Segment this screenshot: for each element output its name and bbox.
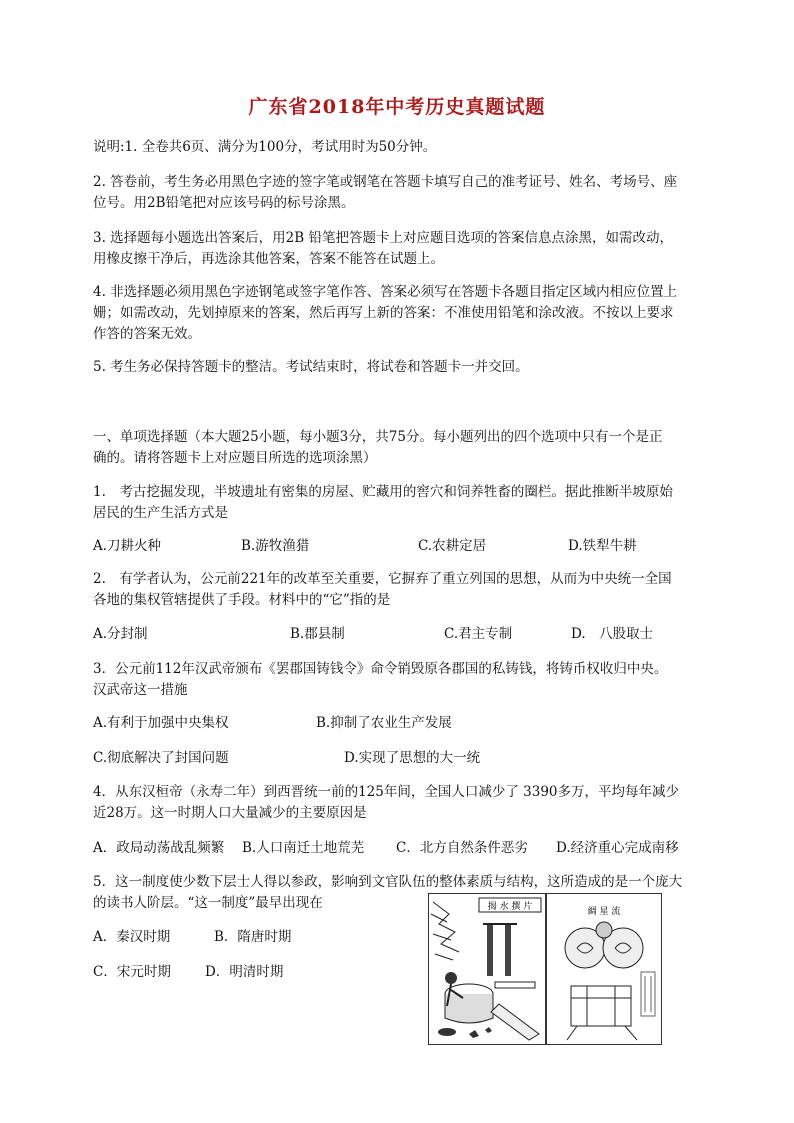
q3-option-d: D.实现了思想的大一统 xyxy=(344,750,481,766)
instruction-2-line-2: 位号。用2B铅笔把对应该号码的标号涂黑。 xyxy=(93,195,355,211)
q2-option-b: B.郡县制 xyxy=(290,626,345,642)
instruction-4-line-2: 姗；如需改动，先划掉原来的答案，然后再写上新的答案：不准使用铅笔和涂改液。不按以上要求 xyxy=(93,305,674,321)
instruction-1: 说明:1. 全卷共6页、满分为100分，考试用时为50分钟。 xyxy=(93,139,437,155)
q4-option-c: C．北方自然条件恶劣 xyxy=(396,840,528,856)
woodcut-right-drawing xyxy=(547,894,661,1044)
woodcut-left-caption: 揭 水 撰 片 xyxy=(487,902,533,912)
q1-option-d: D.铁犁牛耕 xyxy=(568,538,637,554)
q2-option-a: A.分封制 xyxy=(93,626,148,642)
q3-stem-line-2: 汉武帝这一措施 xyxy=(93,682,188,698)
instruction-3-line-2: 用橡皮擦干净后，再选涂其他答案，答案不能答在试题上。 xyxy=(93,251,444,267)
woodcut-right-caption: 綢 星 流 xyxy=(587,907,621,917)
q1-stem-line-2: 居民的生产生活方式是 xyxy=(93,505,228,521)
q2-option-c: C.君主专制 xyxy=(444,626,513,642)
q3-option-b: B.抑制了农业生产发展 xyxy=(316,715,452,731)
q2-stem-line-1: 2. 有学者认为，公元前221年的改革至关重要，它摒弃了重立列国的思想，从而为中央统一全国 xyxy=(93,571,672,587)
section-heading-line-2: 确的。请将答题卡上对应题目所选的选项涂黑） xyxy=(93,450,377,466)
q3-option-a: A.有利于加强中央集权 xyxy=(93,715,229,731)
woodcut-illustration-left xyxy=(428,893,546,1045)
woodcut-illustration-right xyxy=(546,893,662,1045)
q1-option-a: A.刀耕火种 xyxy=(93,538,162,554)
q5-option-d: D．明清时期 xyxy=(205,964,284,980)
instruction-2-line-1: 2. 答卷前，考生务必用黑色字迹的签字笔或钢笔在答题卡填写自己的准考证号、姓名、考场号、座 xyxy=(93,174,678,190)
q5-option-c: C．宋元时期 xyxy=(93,964,171,980)
q2-stem-line-2: 各地的集权管辖提供了手段。材料中的“它”指的是 xyxy=(93,592,391,608)
instruction-3-line-1: 3. 选择题每小题选出答案后，用2B 铅笔把答题卡上对应题目选项的答案信息点涂黑，如需改动， xyxy=(93,230,673,246)
section-heading-line-1: 一、单项选择题（本大题25小题，每小题3分，共75分。每小题列出的四个选项中只有一个是正 xyxy=(93,429,663,445)
q1-option-b: B.游牧渔猎 xyxy=(241,538,310,554)
q4-option-d: D.经济重心完成南移 xyxy=(556,840,679,856)
q1-option-c: C.农耕定居 xyxy=(418,538,487,554)
q1-stem-line-1: 1. 考古挖掘发现，半坡遗址有密集的房屋、贮藏用的窖穴和饲养牲畜的圈栏。据此推断半坡原始 xyxy=(93,484,673,500)
page-title: 广东省2018年中考历史真题试题 xyxy=(248,96,546,118)
q5-stem-line-1: 5．这一制度使少数下层士人得以参政，影响到文官队伍的整体素质与结构，这所造成的是一个庞大 xyxy=(93,874,683,890)
instruction-5: 5. 考生务必保持答题卡的整洁。考试结束时，将试卷和答题卡一并交回。 xyxy=(93,359,529,375)
q5-option-a: A．秦汉时期 xyxy=(93,929,171,945)
q5-option-b: B．隋唐时期 xyxy=(214,929,292,945)
q3-option-c: C.彻底解决了封国问题 xyxy=(93,750,229,766)
instruction-4-line-1: 4. 非选择题必须用黑色字迹钢笔或签字笔作答、答案必须写在答题卡各题目指定区域内相应位置上 xyxy=(93,284,678,300)
q4-stem-line-1: 4．从东汉桓帝（永寿二年）到西晋统一前的125年间，全国人口减少了 3390多万，平均每年减少 xyxy=(93,784,680,800)
q3-stem-line-1: 3．公元前112年汉武帝颁布《罢郡国铸钱令》命令销毁原各郡国的私铸钱，将铸币权收归中央。 xyxy=(93,661,668,677)
woodcut-left-drawing xyxy=(429,894,545,1044)
q4-option-a: A．政局动荡战乱频繁 xyxy=(93,840,225,856)
q4-stem-line-2: 近28万。这一时期人口大量减少的主要原因是 xyxy=(93,805,367,821)
instruction-4-line-3: 作答的答案无效。 xyxy=(93,326,201,342)
q2-option-d: D. 八股取士 xyxy=(571,626,654,642)
q5-stem-line-2: 的读书人阶层。“这一制度”最早出现在 xyxy=(93,895,323,911)
q4-option-b: B.人口南迁土地荒芜 xyxy=(242,840,365,856)
